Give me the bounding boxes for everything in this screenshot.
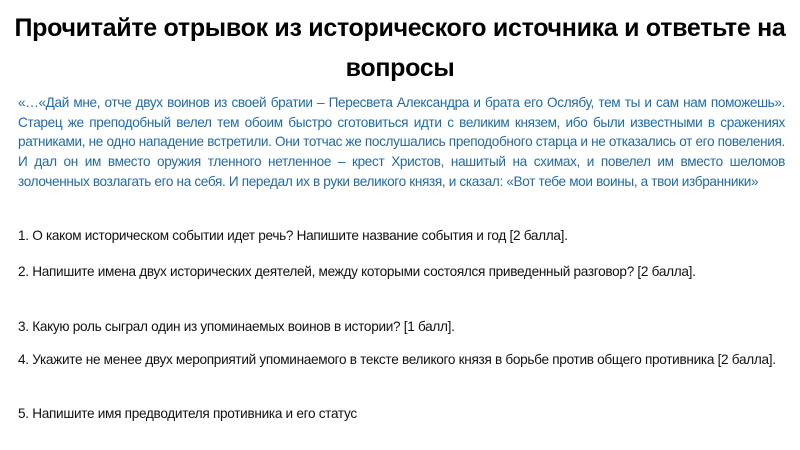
question-4: 4. Укажите не менее двух мероприятий упоминаемого в тексте великого князя в борьбе против общего противника [2 балла]. — [18, 352, 776, 367]
question-5: 5. Напишите имя предводителя противника и его статус — [18, 406, 357, 421]
question-2: 2. Напишите имена двух исторических деятелей, между которыми состоялся приведенный разговор? [2 балла]. — [18, 264, 696, 279]
slide-title: Прочитайте отрывок из исторического источника и ответьте на вопросы — [14, 14, 786, 82]
question-1: 1. О каком историческом событии идет речь? Напишите название события и год [2 балла]. — [18, 228, 568, 243]
source-quote: «…«Дай мне, отче двух воинов из своей братии – Пересвета Александра и брата его Ослябу, тем ты и сам нам поможешь». Старец же преподобный велел тем обоим быстро сготовиться идти с великим князем, ибо были известными в сражениях ратниками, не одно нападение встретили. Они тотчас же послушались преподобного старца и не отказались от его повеления. И дал он им вместо оружия тленного нетленное – крест Христов, нашитый на схимах, и повелел им вместо шеломов золоченных возлагать его на себя. И передал их в руки великого князя, и сказал: «Вот тебе мои воины, а твои избранники» — [18, 95, 785, 189]
question-3: 3. Какую роль сыграл один из упоминаемых воинов в истории? [1 балл]. — [18, 319, 455, 334]
